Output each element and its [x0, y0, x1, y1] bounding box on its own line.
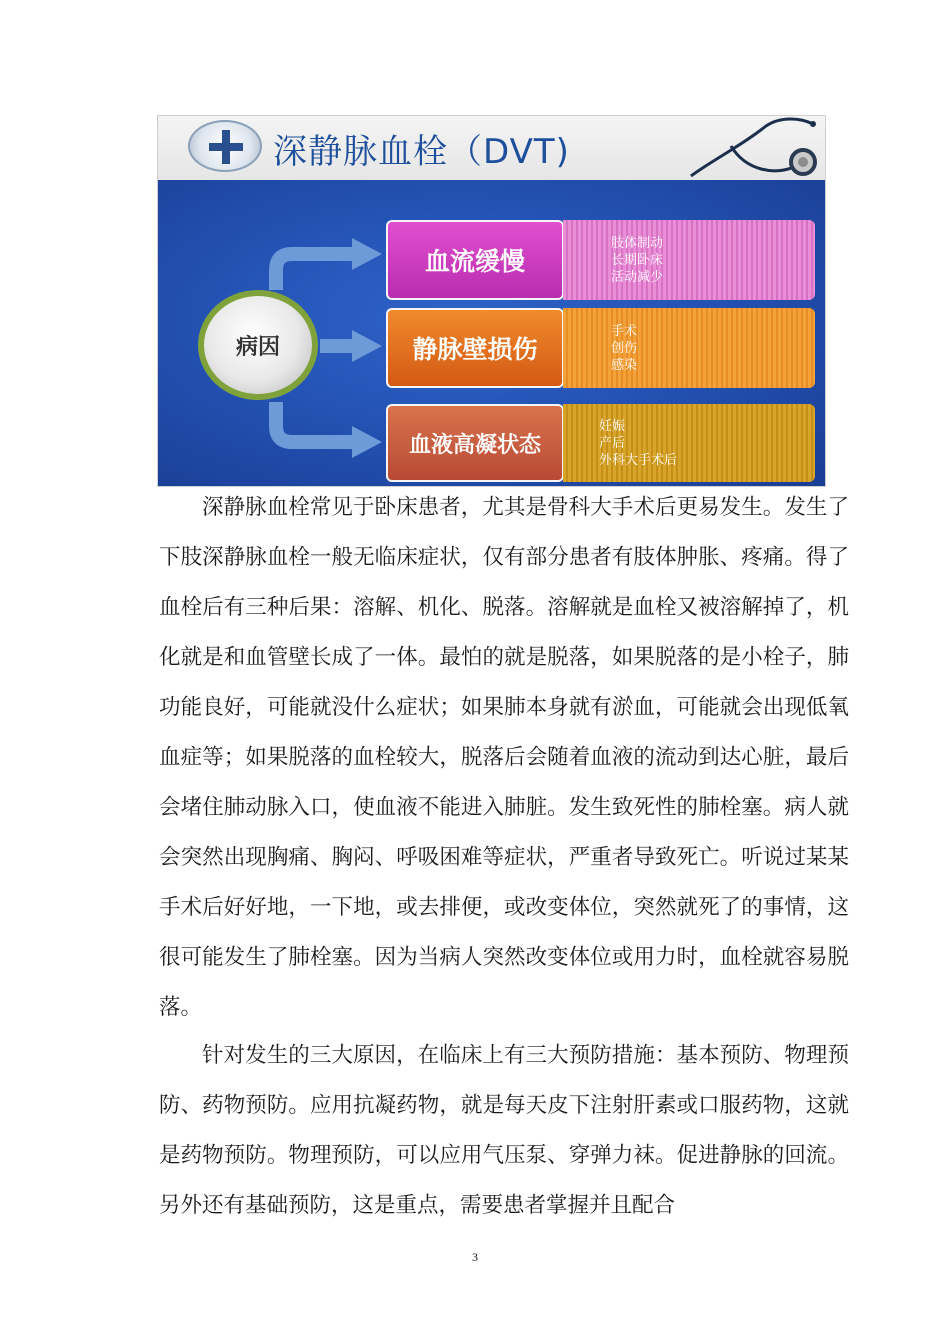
factor-details: [563, 308, 815, 388]
cause-node: [198, 290, 318, 400]
body-paragraph: 深静脉血栓常见于卧床患者，尤其是骨科大手术后更易发生。发生了下肢深静脉血栓一般无临床症状，仅有部分患者有肢体肿胀、疼痛。得了血栓后有三种后果：溶解、机化、脱落。溶解就是血栓又被溶解掉了，机化就是和血管壁长成了一体。最怕的就是脱落，如果脱落的是小栓子，肺功能良好，可能就没什么症状；如果肺本身就有淤血，可能就会出现低氧血症等；如果脱落的血栓较大，脱落后会随着血液的流动到达心脏，最后会堵住肺动脉入口，使血液不能进入肺脏。发生致死性的肺栓塞。病人就会突然出现胸痛、胸闷、呼吸困难等症状，严重者导致死亡。听说过某某手术后好好地，一下地，或去排便，或改变体位，突然就死了的事情，这很可能发生了肺栓塞。因为当病人突然改变体位或用力时，血栓就容易脱落。: [159, 495, 849, 1020]
factor-label: 血液高凝状态: [408, 432, 541, 458]
detail-item: 感染: [611, 357, 638, 373]
detail-item: 手术: [611, 323, 638, 339]
factor-slow-blood-flow: [386, 220, 564, 300]
factor-details: [563, 220, 815, 300]
page-number: 3: [472, 1250, 478, 1264]
body-paragraph: 针对发生的三大原因，在临床上有三大预防措施：基本预防、物理预防、药物预防。应用抗凝药物，就是每天皮下注射肝素或口服药物，这就是药物预防。物理预防，可以应用气压泵、穿弹力袜。促进静脉的回流。另外还有基础预防，这是重点，需要患者掌握并且配合: [159, 1043, 849, 1218]
detail-item: 创伤: [611, 340, 638, 356]
figure-header: [158, 116, 825, 180]
factor-label: 静脉壁损伤: [412, 335, 538, 364]
detail-item: 活动减少: [611, 269, 664, 285]
factor-vessel-wall-injury: [386, 308, 564, 388]
detail-item: 长期卧床: [611, 252, 664, 268]
factor-hypercoagulable-state: [386, 404, 564, 482]
detail-item: 产后: [599, 435, 626, 451]
factor-details: [563, 404, 815, 482]
cause-label: 病因: [235, 334, 280, 360]
stethoscope-icon: [671, 116, 821, 188]
detail-item: 妊娠: [599, 418, 626, 434]
detail-item: 外科大手术后: [599, 452, 678, 468]
figure-body: [158, 180, 825, 486]
dvt-figure: [157, 115, 826, 487]
factor-label: 血流缓慢: [424, 247, 525, 276]
hospital-logo-icon: [188, 120, 262, 172]
figure-title: 深静脉血栓（DVT): [273, 132, 570, 172]
detail-item: 肢体制动: [611, 235, 664, 251]
